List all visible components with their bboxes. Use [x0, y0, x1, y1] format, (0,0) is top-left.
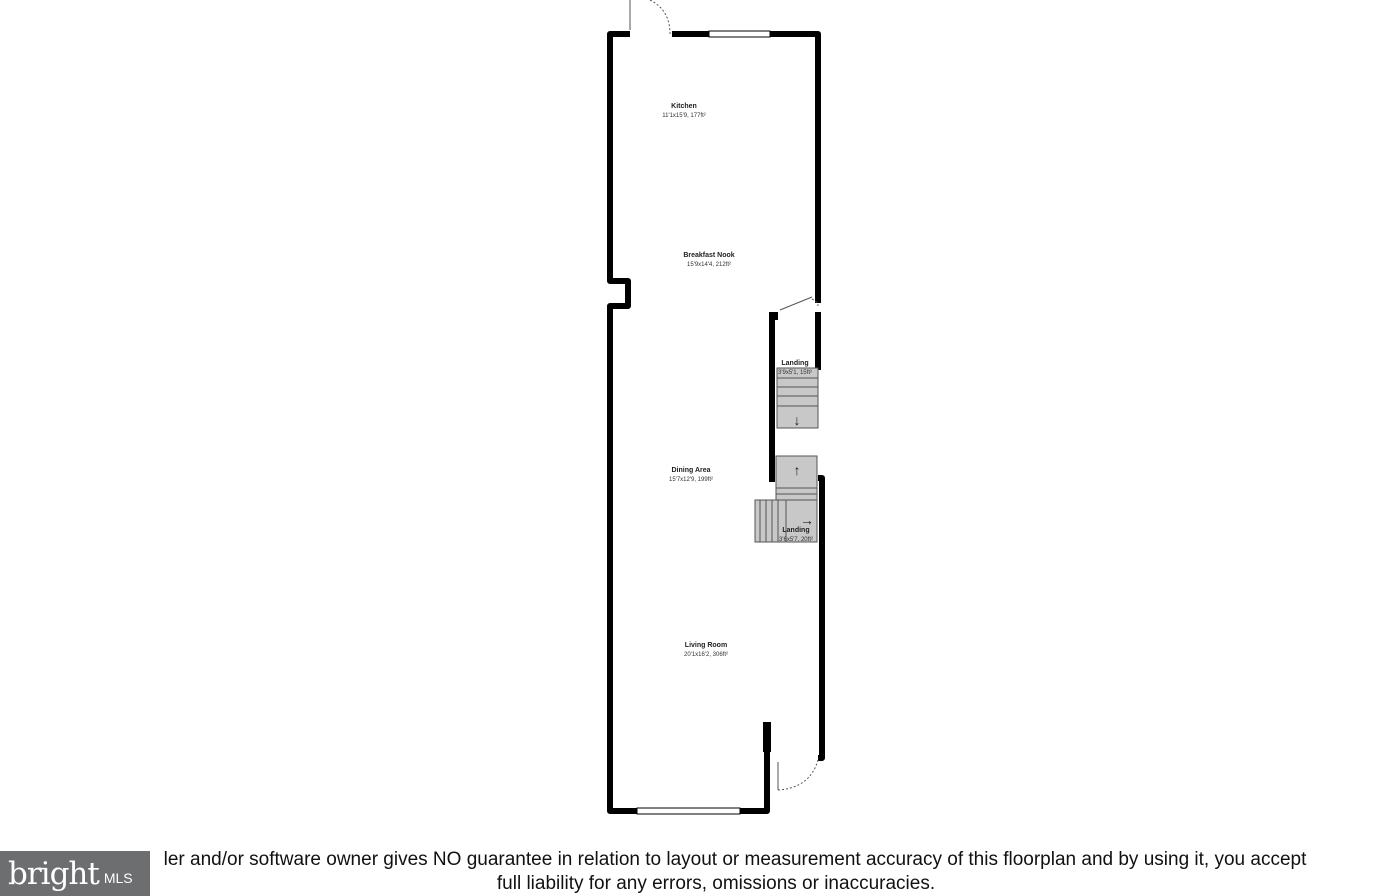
stair-arrow-up-icon: ↑ [793, 462, 801, 478]
stair-arrow-right-icon: → [800, 512, 814, 528]
stair-arrow-down-icon: ↓ [793, 412, 801, 428]
room-label-landing-lower: Landing [782, 527, 810, 534]
room-label-dining-area: Dining Area [671, 467, 711, 474]
room-label-kitchen: Kitchen [671, 103, 697, 110]
room-dims-landing-lower: 3'6x5'7, 20ft² [779, 537, 813, 543]
windows [637, 31, 770, 814]
disclaimer-text [0, 848, 1382, 896]
disclaimer-line-1: ler and/or software owner gives NO guarantee in relation to layout or measurement accuracy of this floorplan and by using it, you accept [163, 849, 1307, 870]
room-dims-landing-upper: 3'9x5'1, 15ft² [778, 370, 812, 376]
room-dims-dining-area: 15'7x12'9, 199ft² [669, 477, 713, 483]
logo-brand: bright [8, 855, 99, 892]
room-label-breakfast-nook: Breakfast Nook [683, 252, 735, 259]
disclaimer-line-2: full liability for any errors, omissions or inaccuracies. [496, 873, 936, 894]
room-dims-breakfast-nook: 15'9x14'4, 212ft² [687, 262, 731, 268]
bright-mls-logo [0, 851, 150, 896]
logo-suffix: MLS [103, 869, 133, 886]
room-dims-kitchen: 11'1x15'9, 177ft² [662, 113, 706, 119]
room-dims-living-room: 20'1x16'2, 306ft² [684, 652, 728, 658]
room-label-living-room: Living Room [684, 642, 728, 649]
room-label-landing-upper: Landing [781, 360, 809, 367]
